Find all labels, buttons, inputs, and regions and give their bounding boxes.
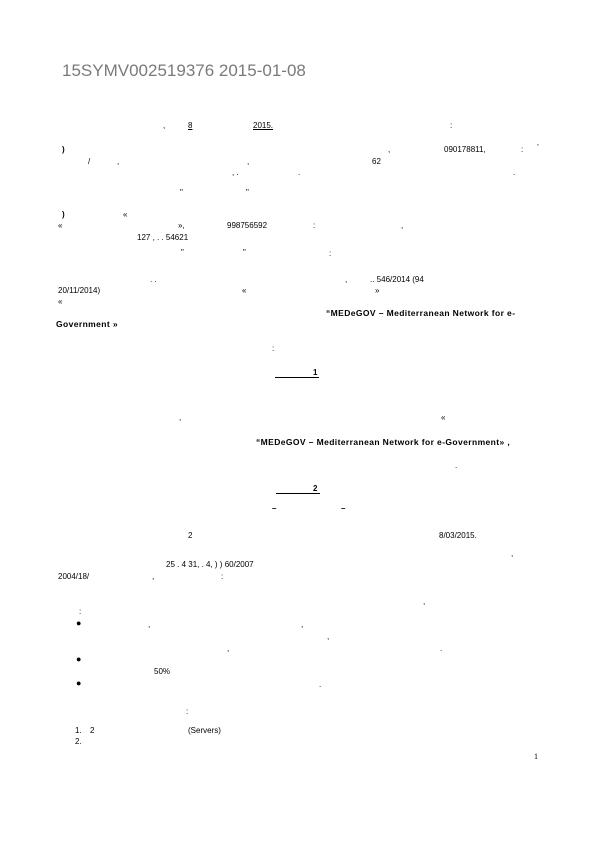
- article1-number: 1: [313, 368, 318, 377]
- bullet2-percent: 50%: [154, 667, 171, 676]
- party-b-marker: ): [62, 210, 65, 219]
- party-a-comma2: ,: [117, 157, 120, 166]
- page-number: 1: [534, 752, 538, 761]
- bullet1-comma4: ,: [227, 644, 230, 653]
- article2-directive: 2004/18/: [58, 572, 90, 581]
- intro-day: 8: [188, 121, 193, 130]
- bullet-3: ●: [76, 678, 82, 688]
- bullet1-comma2: ,: [301, 620, 304, 629]
- party-b-tax-id: 998756592: [227, 221, 268, 230]
- document-id: 15SYMV002519376 2015-01-08: [62, 61, 306, 80]
- article2-law-line: 25 . 4 31, . 4, ) ) 60/2007: [166, 560, 254, 569]
- recital-dots: . .: [150, 275, 157, 284]
- party-b-quote-open: ": [181, 248, 184, 257]
- party-a-quote-close: ": [246, 188, 249, 197]
- party-b-comma: ,: [401, 221, 404, 230]
- party-b-guillemet-open2: «: [58, 221, 63, 230]
- party-a-comma-dot: , .: [232, 168, 239, 177]
- party-a-slash: /: [88, 157, 91, 166]
- bullet1-comma1: ,: [148, 620, 151, 629]
- list-item-1-text: 2: [90, 726, 95, 735]
- party-a-colon: :: [521, 145, 524, 154]
- recital-guillemet-open: «: [242, 286, 247, 295]
- party-b-quote-close: ": [243, 248, 246, 257]
- recital-date: 20/11/2014): [58, 286, 101, 295]
- article1-dot: .: [455, 461, 458, 470]
- article2-dash2: –: [341, 504, 346, 513]
- bullet1-dot: .: [440, 644, 443, 653]
- recital-project-line1: “MEDeGOV – Mediterranean Network for e-: [326, 308, 516, 318]
- intro-year: 2015.: [253, 121, 274, 130]
- party-b-address: 127 , . . 54621: [137, 233, 189, 242]
- list-item-1-num: 1.: [75, 726, 82, 735]
- article1-project: “MEDeGOV – Mediterranean Network for e-Government» ,: [256, 437, 511, 447]
- article2-underline: [276, 493, 320, 494]
- party-a-marker: ): [62, 145, 65, 154]
- list-item-1-extra: (Servers): [188, 726, 221, 735]
- party-a-dot2: .: [513, 168, 516, 177]
- recital-project-line2: Government »: [56, 319, 118, 329]
- bullet1-comma3: ,: [327, 632, 330, 641]
- recital-guillemet-open2: «: [58, 297, 63, 306]
- article2-colon3: :: [186, 707, 189, 716]
- intro-comma: ,: [163, 121, 166, 130]
- article2-dash1: –: [272, 504, 277, 513]
- article2-comma3: ,: [423, 597, 426, 606]
- list-item-2-num: 2.: [75, 737, 82, 746]
- party-b-colon: :: [313, 221, 316, 230]
- party-a-dot1: .: [298, 168, 301, 177]
- party-b-guillemet-open: «: [123, 210, 128, 219]
- party-a-comma: ,: [388, 145, 391, 154]
- party-b-guillemet-close-comma: »,: [178, 221, 185, 230]
- article1-guillemet-open: «: [441, 413, 446, 422]
- article2-number: 2: [313, 484, 318, 493]
- article2-comma: ,: [511, 549, 514, 558]
- article1-comma: ,: [179, 413, 182, 422]
- article2-comma2: ,: [152, 572, 155, 581]
- recital-comma: ,: [345, 275, 348, 284]
- party-a-number: 62: [372, 157, 381, 166]
- bullet3-dot: .: [319, 680, 322, 689]
- article2-colon: :: [221, 572, 224, 581]
- bullet-1: ●: [76, 618, 82, 628]
- intro-colon: :: [450, 121, 453, 130]
- article1-underline: [275, 377, 319, 378]
- party-b-colon2: :: [329, 249, 332, 258]
- party-a-tax-id: 090178811,: [444, 145, 486, 154]
- bullet-2: ●: [76, 654, 82, 664]
- recital-decision: .. 546/2014 (94: [370, 275, 424, 284]
- article2-two: 2: [188, 531, 193, 540]
- party-a-apostrophe: ’: [537, 143, 539, 152]
- party-a-quote-open: ": [180, 188, 183, 197]
- recital-colon: :: [272, 344, 275, 353]
- party-a-comma3: ,: [247, 157, 250, 166]
- article2-colon2: :: [79, 607, 82, 616]
- recital-guillemet-close: »: [375, 286, 380, 295]
- article2-deadline: 8/03/2015.: [439, 531, 477, 540]
